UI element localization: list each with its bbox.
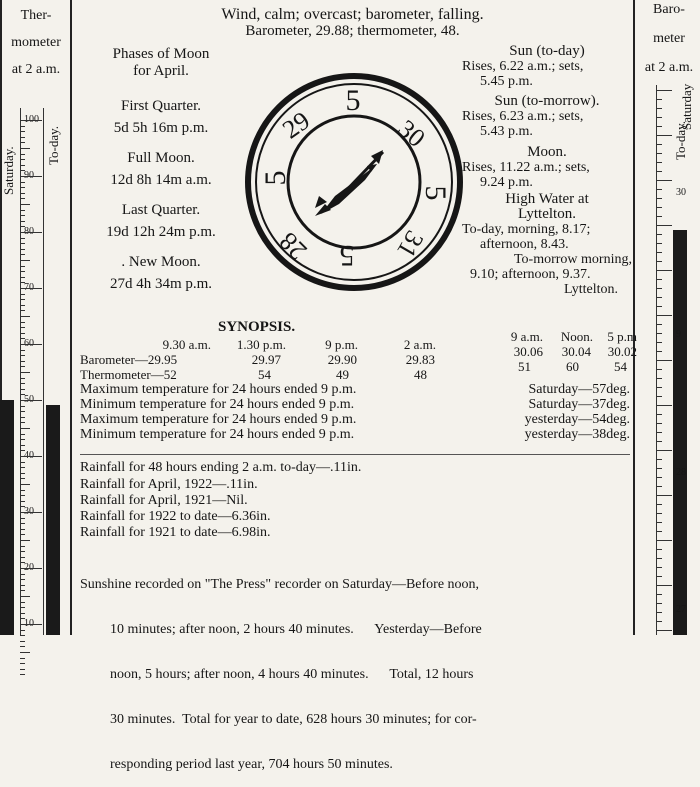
barometer-tick <box>656 261 662 262</box>
thermometer-tick <box>20 316 30 317</box>
rainfall-line: Rainfall for 1921 to date—6.98in. <box>80 525 271 540</box>
thermometer-tick <box>20 378 25 379</box>
thermometer-tick <box>20 310 25 311</box>
thermometer-tick <box>20 478 25 479</box>
thermometer-tick <box>20 417 25 418</box>
thermometer-tick <box>20 182 25 183</box>
thermometer-tick <box>20 193 25 194</box>
thermometer-tick <box>20 607 25 608</box>
thermometer-tick <box>20 495 25 496</box>
barometer-tick-label: 30 <box>676 187 686 198</box>
thermometer-tick <box>20 456 42 457</box>
thermometer-tick <box>20 518 25 519</box>
thermometer-tick <box>20 243 25 244</box>
temp-row: Minimum temperature for 24 hours ended 9 p.m. yesterday—38deg. <box>80 427 630 442</box>
thermometer-tick <box>20 210 25 211</box>
barometer-tick <box>656 288 662 289</box>
thermometer-tick <box>20 568 42 569</box>
saturday-label: Saturday. <box>1 146 16 195</box>
thermometer-tick <box>20 204 30 205</box>
thermometer-tick <box>20 445 25 446</box>
synopsis-thermometer: Thermometer—52 54 49 48 <box>80 367 427 382</box>
synopsis-today: 9 a.m. Noon. 5 p.m 30.06 30.04 30.02 51 60 54 <box>510 329 637 374</box>
barometer-tick <box>656 99 662 100</box>
phase-item: Full Moon. 12d 8h 14m a.m. <box>110 150 212 188</box>
barometer-tick <box>656 459 662 460</box>
barometer-tick <box>656 504 662 505</box>
thermometer-tick <box>20 540 30 541</box>
thermometer-tick <box>20 131 25 132</box>
temperature-records <box>80 382 630 442</box>
barometer-tick <box>656 360 672 361</box>
thermometer-tick <box>20 176 42 177</box>
barometer-tick <box>656 477 662 478</box>
high-water-heading: High Water at <box>505 191 589 207</box>
saturday-bar <box>0 400 14 635</box>
moon-phases <box>76 46 246 293</box>
barometer-tick <box>656 549 662 550</box>
section-rule <box>80 454 630 455</box>
thermometer-tick <box>20 462 25 463</box>
moon-phases-heading: Phases of Moon for April. <box>112 46 210 79</box>
thermometer-tick <box>20 534 25 535</box>
thermometer-tick <box>20 389 25 390</box>
thermometer-tick <box>20 613 25 614</box>
thermometer-tick <box>20 137 25 138</box>
thermometer-tick <box>20 484 30 485</box>
dial-label: 5 <box>259 170 292 186</box>
thermometer-tick <box>20 652 30 653</box>
thermometer-tick <box>20 361 25 362</box>
thermometer-tick <box>20 624 42 625</box>
thermometer-tick <box>20 165 25 166</box>
thermometer-tick <box>20 400 42 401</box>
barometer-tick <box>656 540 672 541</box>
thermometer-tick <box>20 473 25 474</box>
today-bar <box>46 405 60 635</box>
barometer-tick <box>656 144 662 145</box>
barometer-tick <box>656 90 672 91</box>
rainfall-line: Rainfall for April, 1922—.11in. <box>80 477 258 492</box>
barometer-today-label: To-day. <box>673 120 688 160</box>
dial-label: 28 <box>273 226 313 266</box>
barometer-tick <box>656 117 662 118</box>
barometer-tick <box>656 495 672 496</box>
thermometer-tick <box>20 523 25 524</box>
thermometer-tick <box>20 406 25 407</box>
phase-item: First Quarter. 5d 5h 16m p.m. <box>113 98 209 136</box>
thermometer-tick <box>20 529 25 530</box>
barometer-tick <box>656 405 672 406</box>
barometer-tick <box>656 198 662 199</box>
barometer-tick <box>656 396 662 397</box>
dial-label: 5 <box>419 185 452 201</box>
thermometer-tick <box>20 422 25 423</box>
barometer-tick <box>656 234 662 235</box>
rainfall-line: Rainfall for 1922 to date—6.36in. <box>80 509 271 524</box>
phase-item: . New Moon. 27d 4h 34m p.m. <box>109 254 213 292</box>
barometer-tick <box>656 189 662 190</box>
barometer-tick <box>656 351 662 352</box>
dial-label: 30 <box>392 114 431 153</box>
barometer-saturday-label: Saturday <box>679 83 694 130</box>
barometer-tick <box>656 594 662 595</box>
barometer-title: Baro- meter at 2 a.m. <box>644 2 694 75</box>
barometer-tick <box>656 270 672 271</box>
thermometer-tick <box>20 635 25 636</box>
thermometer-tick <box>20 674 25 675</box>
thermometer-tick <box>20 254 25 255</box>
right-gauge-divider <box>633 0 635 635</box>
thermometer-tick <box>20 215 25 216</box>
today-label: To-day. <box>46 125 61 165</box>
temp-row: Maximum temperature for 24 hours ended 9 p.m. Saturday—57deg. <box>80 382 630 397</box>
barometer-tick <box>656 108 662 109</box>
thermometer-tick <box>20 467 25 468</box>
barometer-tick <box>656 315 672 316</box>
moon-times: Rises, 11.22 a.m.; sets, <box>462 160 590 175</box>
thermometer-tick <box>20 277 25 278</box>
sun-today-times: Rises, 6.22 a.m.; sets, <box>462 59 584 74</box>
barometer-tick <box>656 243 662 244</box>
barometer-tick <box>656 612 662 613</box>
barometer-tick <box>656 621 662 622</box>
sun-moon-tides: Sun (to-day) Rises, 6.22 a.m.; sets, 5.45 p.m. Sun (to-morrow). Rises, 6.23 a.m.; sets, 5.43 p.m. Moon. Rises, 11.22 a.m.; sets, 9.24 p.m. High Water at Lyttelton. To-day, morning, 8.17; afternoon, 8.43. To-morrow morning, 9.10; afternoon, 9.37. Lyttelton. <box>462 43 632 297</box>
thermometer-tick <box>20 355 25 356</box>
barometer-tick <box>656 333 662 334</box>
thermometer-tick <box>20 154 25 155</box>
thermometer-tick <box>20 579 25 580</box>
thermometer-tick <box>20 260 30 261</box>
rainfall-line: Rainfall for 48 hours ending 2 a.m. to-day—.11in. <box>80 460 362 475</box>
sun-today-heading: Sun (to-day) <box>509 43 585 59</box>
thermometer-tick <box>20 372 30 373</box>
thermometer-tick <box>20 327 25 328</box>
thermometer-tick <box>20 288 42 289</box>
dial-label: 5 <box>339 239 355 272</box>
barometer-tick <box>656 162 662 163</box>
barometer-tick <box>656 297 662 298</box>
barometer-tick <box>656 558 662 559</box>
moon-heading: Moon. <box>527 144 567 160</box>
thermometer-tick <box>20 434 25 435</box>
phase-item: Last Quarter. 19d 12h 24m p.m. <box>106 202 216 240</box>
barometer-tick <box>656 513 662 514</box>
barometer-tick <box>656 414 662 415</box>
temp-row: Minimum temperature for 24 hours ended 9 p.m. Saturday—37deg. <box>80 397 630 412</box>
thermometer-tick <box>20 490 25 491</box>
barometer-bar <box>673 230 687 635</box>
thermometer-tick <box>20 512 42 513</box>
barometer-tick <box>656 423 662 424</box>
weather-summary: Wind, calm; overcast; barometer, falling. Barometer, 29.88; thermometer, 48. <box>221 6 484 39</box>
barometer-tick-label: 27 <box>676 604 686 615</box>
thermometer-tick <box>20 142 25 143</box>
thermometer-tick <box>20 669 25 670</box>
barometer-tick <box>656 585 672 586</box>
thermometer-tick <box>20 658 25 659</box>
thermometer-tick <box>20 411 25 412</box>
thermometer-tick <box>20 641 25 642</box>
synopsis-table <box>80 338 436 382</box>
barometer-tick <box>656 279 662 280</box>
moon-dial <box>243 68 465 296</box>
barometer-tick <box>656 567 662 568</box>
thermometer-tick <box>20 249 25 250</box>
barometer-tick <box>656 387 662 388</box>
thermometer-tick <box>20 350 25 351</box>
barometer-tick <box>656 522 662 523</box>
thermometer-tick <box>20 428 30 429</box>
thermometer-tick <box>20 271 25 272</box>
barometer-tick <box>656 306 662 307</box>
thermometer-tick <box>20 159 25 160</box>
barometer-tick <box>656 135 672 136</box>
thermometer-tick <box>20 383 25 384</box>
barometer-tick <box>656 450 672 451</box>
barometer-tick-label: 9 <box>676 329 681 340</box>
thermometer-tick <box>20 322 25 323</box>
thermometer-tick <box>20 238 25 239</box>
thermometer-tick <box>20 126 25 127</box>
thermometer-tick <box>20 501 25 502</box>
sun-tomorrow-times: Rises, 6.23 a.m.; sets, <box>462 109 584 124</box>
barometer-tick <box>656 126 662 127</box>
thermometer-tick <box>20 221 25 222</box>
barometer-tick <box>656 153 662 154</box>
barometer-tick <box>656 486 662 487</box>
barometer-tick <box>656 342 662 343</box>
barometer-tick <box>656 180 672 181</box>
synopsis-title: SYNOPSIS. <box>218 319 296 335</box>
barometer-tick <box>656 252 662 253</box>
thermometer-tick <box>20 574 25 575</box>
dial-label: 29 <box>277 105 316 145</box>
synopsis-times: 9.30 a.m. 1.30 p.m. 9 p.m. 2 a.m. <box>162 337 436 352</box>
barometer-tick <box>656 378 662 379</box>
barometer-tick <box>656 207 662 208</box>
thermometer-title: Ther- mometer at 2 a.m. <box>11 8 61 77</box>
synopsis-barometer: Barometer—29.95 29.97 29.90 29.83 <box>80 352 435 367</box>
gauge-divider <box>70 0 72 635</box>
thermometer-tick <box>20 590 25 591</box>
high-water-times: To-day, morning, 8.17; <box>462 222 591 237</box>
thermometer-tick <box>20 299 25 300</box>
thermometer-tick <box>20 344 42 345</box>
thermometer-tick <box>20 596 30 597</box>
thermometer-tick <box>20 439 25 440</box>
thermometer-tick <box>20 602 25 603</box>
barometer-tick <box>656 468 662 469</box>
dial-label: 31 <box>391 225 430 263</box>
thermometer-tick <box>20 187 25 188</box>
rainfall-records <box>80 460 361 540</box>
temp-row: Maximum temperature for 24 hours ended 9 p.m. yesterday—54deg. <box>80 412 630 427</box>
thermometer-tick <box>20 551 25 552</box>
thermometer-tick <box>20 630 25 631</box>
thermometer-tick <box>20 546 25 547</box>
barometer-tick <box>656 324 662 325</box>
barometer-tick <box>656 171 662 172</box>
barometer-tick <box>656 369 662 370</box>
thermometer-tick <box>20 333 25 334</box>
barometer-tick <box>656 531 662 532</box>
thermometer-tick <box>20 232 42 233</box>
dial-pointer <box>315 150 383 216</box>
thermometer-tick <box>20 120 42 121</box>
thermometer-tick <box>20 663 25 664</box>
dial-label: 5 <box>345 84 361 117</box>
barometer-tick <box>656 630 672 631</box>
thermometer-tick <box>20 305 25 306</box>
thermometer-tick <box>20 646 25 647</box>
barometer-tick <box>656 432 662 433</box>
barometer-tick <box>656 441 662 442</box>
thermometer-tick <box>20 198 25 199</box>
sun-tomorrow-heading: Sun (to-morrow). <box>494 93 600 109</box>
thermometer-tick <box>20 585 25 586</box>
barometer-tick <box>656 225 672 226</box>
barometer-tick <box>656 603 662 604</box>
barometer-tick <box>656 576 662 577</box>
thermometer-tick <box>20 294 25 295</box>
thermometer-tick <box>20 266 25 267</box>
rainfall-line: Rainfall for April, 1921—Nil. <box>80 493 248 508</box>
barometer-tick <box>656 216 662 217</box>
thermometer-tick <box>20 148 30 149</box>
thermometer-tick <box>20 557 25 558</box>
sunshine-record: Sunshine recorded on "The Press" recorder on Saturday—Before noon, 10 minutes; after noon, 2 hours 40 minutes. Yesterday—Before noon, 5 hours; after noon, 4 hours 40 minutes. Total, 12 hours 30 minutes. Total for year to date, 628 hours 30 minutes; for cor- responding period last year, 704 hours 50 minutes. <box>80 577 482 772</box>
barometer-tick-label: 28 <box>676 467 686 478</box>
thermometer-tick <box>20 366 25 367</box>
